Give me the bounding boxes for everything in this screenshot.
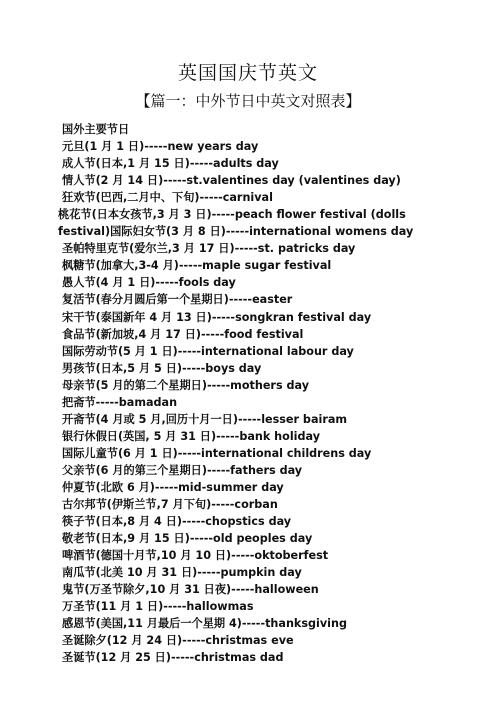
holiday-line: 万圣节(11 月 1 日)-----hallowmas <box>62 600 254 614</box>
holiday-line: 银行休假日(英国, 5 月 31 日)-----bank holiday <box>62 429 320 443</box>
holiday-line: 圣诞除夕(12 月 24 日)-----christmas eve <box>62 634 294 648</box>
holiday-line: 母亲节(5 月的第二个星期日)-----mothers day <box>62 378 310 392</box>
holiday-line: 感恩节(美国,11 月最后一个星期 4)-----thanksgiving <box>62 617 347 631</box>
holiday-line: 国际劳动节(5 月 1 日)-----international labour day <box>62 344 354 358</box>
holiday-line: 愚人节(4 月 1 日)-----fools day <box>62 276 236 290</box>
holiday-line: 国际儿童节(6 月 1 日)-----international childrens day <box>62 446 372 460</box>
holiday-line: 把斋节-----bamadan <box>62 395 178 409</box>
holiday-line: 圣诞节(12 月 25 日)-----christmas dad <box>62 651 284 665</box>
holiday-line: 食品节(新加坡,4 月 17 日)-----food festival <box>62 327 304 341</box>
holiday-line: 桃花节(日本女孩节,3 月 3 日)-----peach flower festival (dolls festival)国际妇女节(3 月 8 日)-----international womens day <box>58 208 414 239</box>
section-heading: 国外主要节日 <box>62 123 130 136</box>
holiday-line: 南瓜节(北美 10 月 31 日)-----pumpkin day <box>62 566 302 580</box>
holiday-line: 情人节(2 月 14 日)-----st.valentines day (valentines day) <box>62 174 401 188</box>
holiday-line: 狂欢节(巴西,二月中、下旬)-----carnival <box>62 191 273 205</box>
holiday-line: 成人节(日本,1 月 15 日)-----adults day <box>62 157 279 171</box>
holiday-line: 元旦(1 月 1 日)-----new years day <box>62 140 259 154</box>
holiday-list <box>58 121 442 667</box>
holiday-line: 父亲节(6 月的第三个星期日)-----fathers day <box>62 463 303 477</box>
holiday-line: 啤酒节(德国十月节,10 月 10 日)-----oktoberfest <box>62 549 329 563</box>
document-subtitle: 【篇一：中外节日中英文对照表】 <box>135 92 361 110</box>
holiday-line: 宋干节(泰国新年 4 月 13 日)-----songkran festival day <box>62 310 372 324</box>
holiday-line: 圣帕特里克节(爱尔兰,3 月 17 日)-----st. patricks day <box>62 242 356 256</box>
holiday-line: 仲夏节(北欧 6 月)-----mid-summer day <box>62 480 284 494</box>
holiday-line: 鬼节(万圣节除夕,10 月 31 日夜)-----halloween <box>62 583 319 597</box>
holiday-line: 古尔邦节(伊斯兰节,7 月下旬)-----corban <box>62 498 278 512</box>
holiday-line: 筷子节(日本,8 月 4 日)-----chopstics day <box>62 515 292 529</box>
holiday-line: 敬老节(日本,9 月 15 日)-----old peoples day <box>62 532 313 546</box>
document-title: 英国国庆节英文 <box>177 62 318 84</box>
holiday-line: 枫糖节(加拿大,3-4 月)-----maple sugar festival <box>62 259 332 273</box>
holiday-line: 开斋节(4 月或 5 月,回历十月一日)-----lesser bairam <box>62 412 348 426</box>
holiday-line: 男孩节(日本,5 月 5 日)-----boys day <box>62 361 262 375</box>
holiday-line: 复活节(春分月圆后第一个星期日)-----easter <box>62 293 293 307</box>
